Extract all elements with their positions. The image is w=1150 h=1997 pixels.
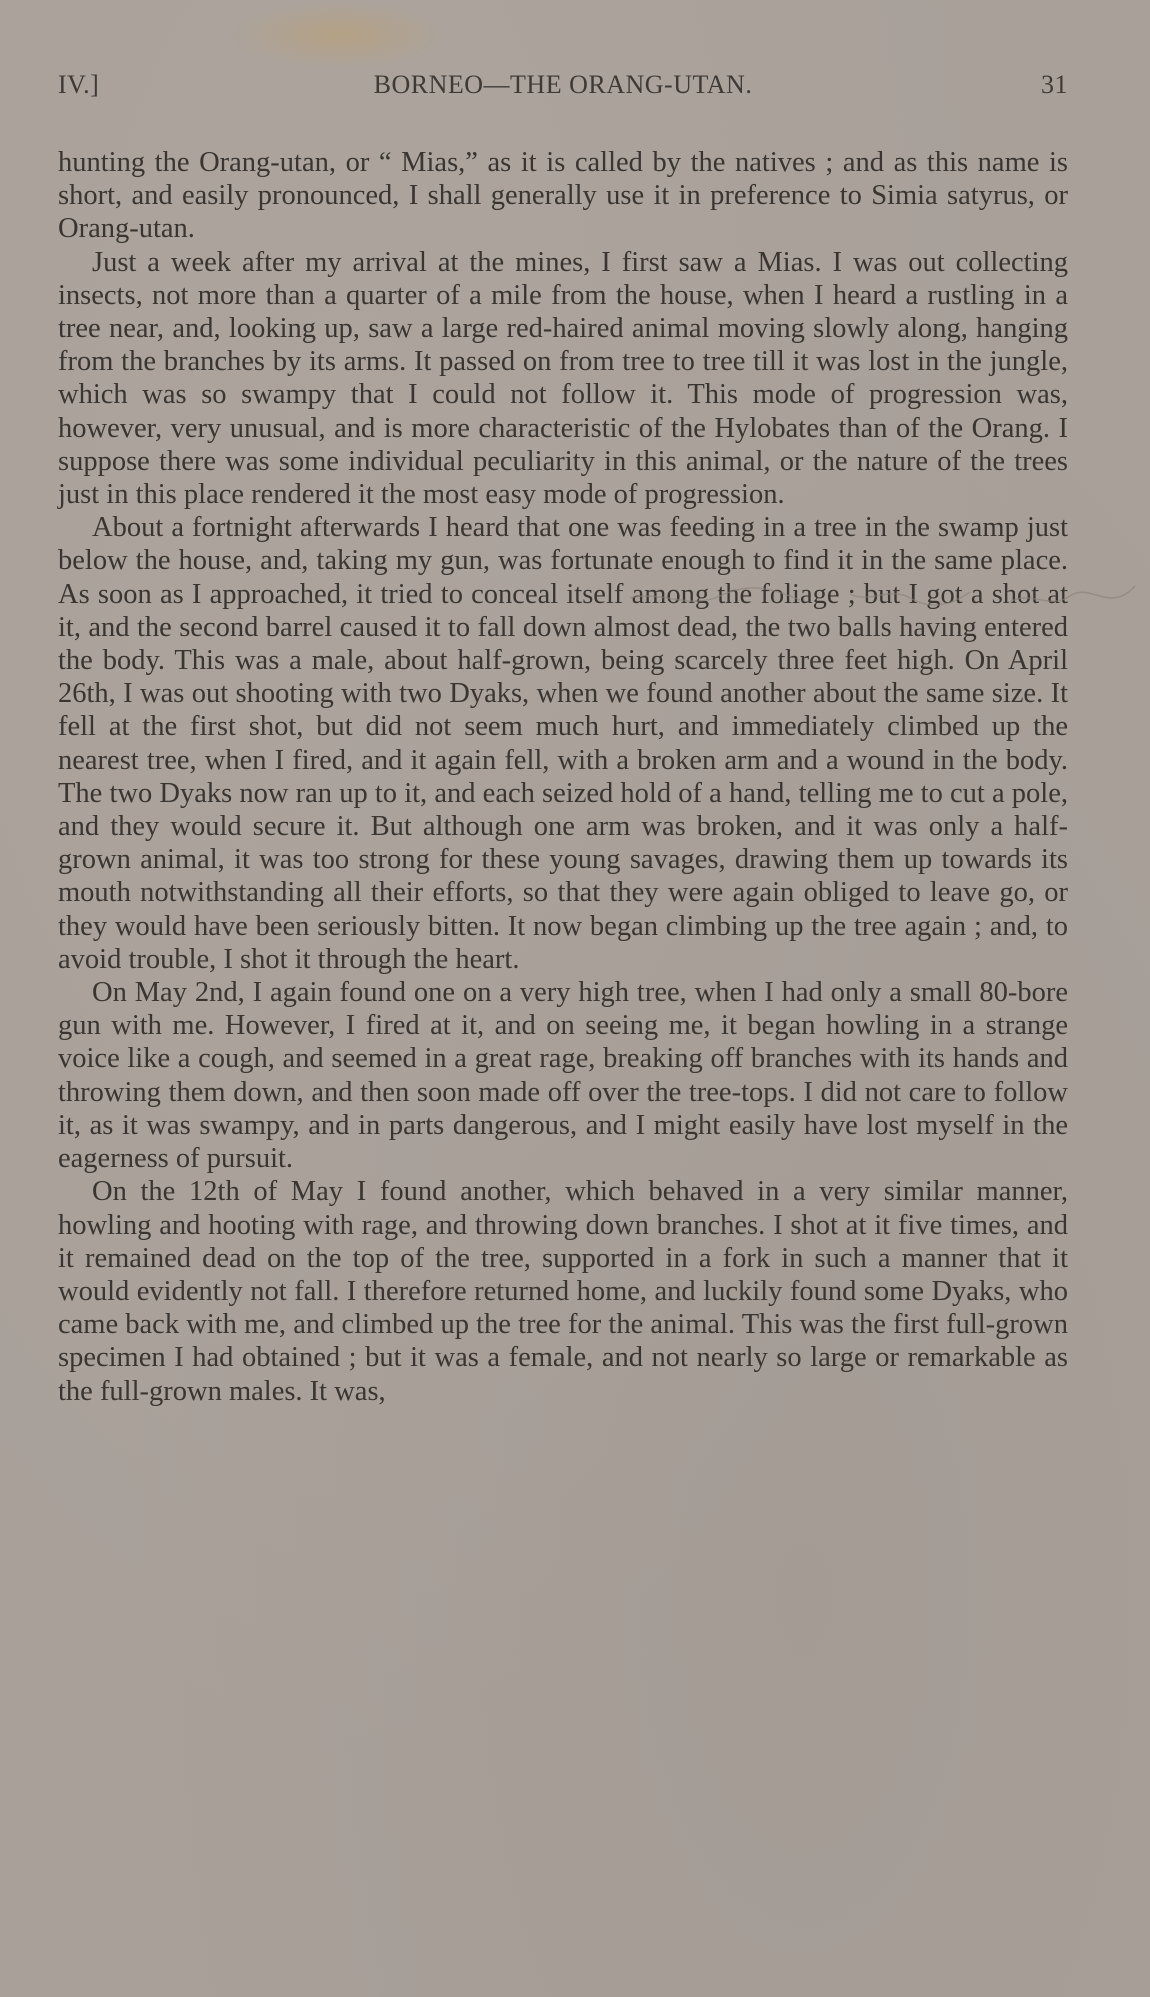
running-title: BORNEO—THE ORANG-UTAN.	[373, 70, 753, 99]
paragraph: On the 12th of May I found another, which behaved in a very similar manner, howling and hooting with rage, and throwing down branches. I shot at it five times, and it remained dead on the top of the tree, supported in a fork in such a manner that it would evidently not fall. I therefore returned home, and luckily found some Dyaks, who came back with me, and climbed up the tree for the animal. This was the first full-grown specimen I had obtained ; but it was a female, and not nearly so large or remarkable as the full-grown males. It was,	[58, 1176, 1068, 1407]
paragraph: Just a week after my arrival at the mines, I first saw a Mias. I was out collecting insects, not more than a quarter of a mile from the house, when I heard a rustling in a tree near, and, looking up, saw a large red-haired animal moving slowly along, hanging from the branches by its arms. It passed on from tree to tree till it was lost in the jungle, which was so swampy that I could not follow it. This mode of progression was, however, very unusual, and is more characteristic of the Hylobates than of the Orang. I suppose there was some individual peculiarity in this animal, or the nature of the trees just in this place rendered it the most easy mode of progression.	[58, 246, 1068, 511]
paragraph: hunting the Orang-utan, or “ Mias,” as it is called by the natives ; and as this name is short, and easily pronounced, I shall generally use it in preference to Simia satyrus, or Orang-utan.	[58, 147, 1068, 245]
page-stain	[230, 0, 450, 70]
body-text	[58, 146, 1068, 1408]
paragraph: On May 2nd, I again found one on a very high tree, when I had only a small 80-bore gun with me. However, I fired at it, and on seeing me, it began howling in a strange voice like a cough, and seemed in a great rage, breaking off branches with its hands and throwing them down, and then soon made off over the tree-tops. I did not care to follow it, as it was swampy, and in parts dangerous, and I might easily have lost myself in the eagerness of pursuit.	[58, 977, 1068, 1175]
running-head	[58, 70, 1068, 110]
page-number: 31	[1041, 70, 1068, 99]
paragraph: About a fortnight afterwards I heard that one was feeding in a tree in the swamp just below the house, and, taking my gun, was fortunate enough to find it in the same place. As soon as I approached, it tried to conceal itself among the foliage ; but I got a shot at it, and the second barrel caused it to fall down almost dead, the two balls having entered the body. This was a male, about half-grown, being scarcely three feet high. On April 26th, I was out shooting with two Dyaks, when we found another about the same size. It fell at the first shot, but did not seem much hurt, and immediately climbed up the nearest tree, when I fired, and it again fell, with a broken arm and a wound in the body. The two Dyaks now ran up to it, and each seized hold of a hand, telling me to cut a pole, and they would secure it. But although one arm was broken, and it was only a half-grown animal, it was too strong for these young savages, drawing them up towards its mouth notwithstanding all their efforts, so that they were again obliged to leave go, or they would have been seriously bitten. It now began climbing up the tree again ; and, to avoid trouble, I shot it through the heart.	[58, 512, 1068, 975]
chapter-marker: IV.]	[58, 70, 100, 99]
